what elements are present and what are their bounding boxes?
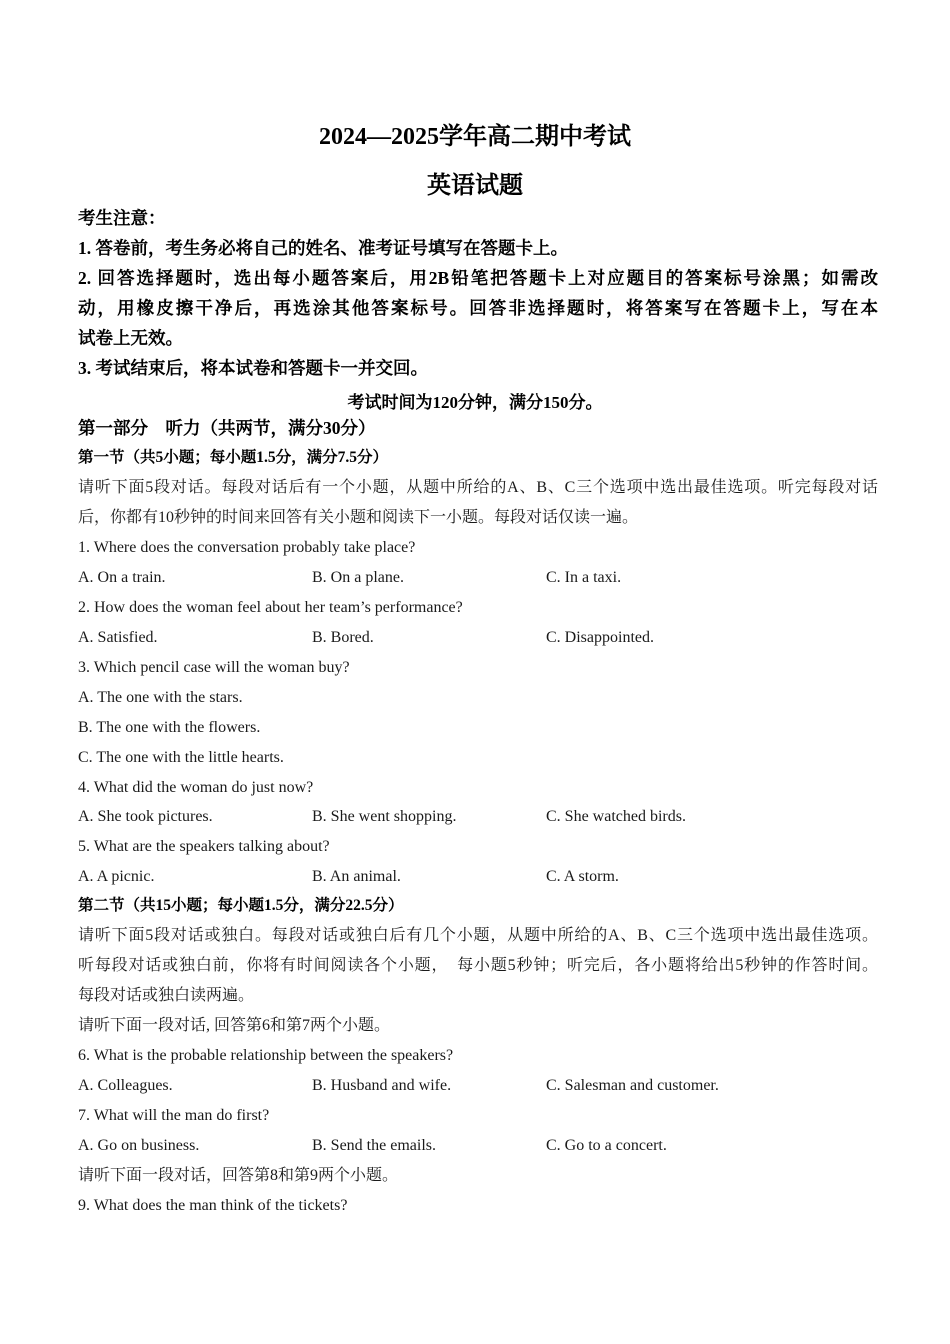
q3-option-a: A. The one with the stars. [78, 689, 243, 706]
notice-item-2: 2. 回答选择题时，选出每小题答案后，用2B铅笔把答题卡上对应题目的答案标号涂黑；如需改 [78, 268, 878, 288]
q5-option-b: B. An animal. [312, 868, 401, 885]
q3-option-c: C. The one with the little hearts. [78, 749, 284, 766]
q4-option-b: B. She went shopping. [312, 808, 457, 825]
question-3-stem: 3. Which pencil case will the woman buy? [78, 659, 350, 676]
section1-heading: 第一节（共5小题；每小题1.5分，满分7.5分） [78, 449, 389, 466]
question-5-stem: 5. What are the speakers talking about? [78, 838, 330, 855]
q5-option-a: A. A picnic. [78, 868, 155, 885]
exam-subtitle: 英语试题 [427, 173, 523, 199]
notice-item-2-end: 试卷上无效。 [78, 328, 183, 348]
section1-instructions-2: 后，你都有10秒钟的时间来回答有关小题和阅读下一小题。每段对话仅读一遍。 [78, 509, 639, 526]
q7-option-b: B. Send the emails. [312, 1137, 436, 1154]
question-4-stem: 4. What did the woman do just now? [78, 779, 314, 796]
section2-instructions-1: 请听下面5段对话或独白。每段对话或独白后有几个小题，从题中所给的A、B、C三个选项中选出最佳选项。 [78, 927, 878, 944]
q4-option-c: C. She watched birds. [546, 808, 686, 825]
dialog-1-instruction: 请听下面一段对话, 回答第6和第7两个小题。 [78, 1017, 391, 1034]
question-1-stem: 1. Where does the conversation probably take place? [78, 539, 416, 556]
section2-heading: 第二节（共15小题；每小题1.5分，满分22.5分） [78, 897, 404, 914]
notice-item-3: 3. 考试结束后，将本试卷和答题卡一并交回。 [78, 358, 428, 378]
dialog-2-instruction: 请听下面一段对话，回答第8和第9两个小题。 [78, 1167, 399, 1184]
q3-option-b: B. The one with the flowers. [78, 719, 261, 736]
notice-heading: 考生注意： [78, 208, 166, 228]
q1-option-a: A. On a train. [78, 569, 166, 586]
q6-option-c: C. Salesman and customer. [546, 1077, 719, 1094]
exam-title: 2024—2025学年高二期中考试 [319, 124, 631, 150]
q6-option-b: B. Husband and wife. [312, 1077, 452, 1094]
question-7-stem: 7. What will the man do first? [78, 1107, 270, 1124]
section2-instructions-3: 每段对话或独白读两遍。 [78, 987, 255, 1004]
section1-instructions-1: 请听下面5段对话。每段对话后有一个小题，从题中所给的A、B、C三个选项中选出最佳选项。听完每段对话 [78, 479, 878, 496]
part1-heading: 第一部分 听力（共两节，满分30分） [78, 418, 376, 438]
q2-option-a: A. Satisfied. [78, 629, 158, 646]
q7-option-a: A. Go on business. [78, 1137, 200, 1154]
question-9-stem: 9. What does the man think of the tickets? [78, 1197, 348, 1214]
q2-option-b: B. Bored. [312, 629, 374, 646]
q4-option-a: A. She took pictures. [78, 808, 213, 825]
q2-option-c: C. Disappointed. [546, 629, 654, 646]
notice-item-2-cont: 动，用橡皮擦干净后，再选涂其他答案标号。回答非选择题时，将答案写在答题卡上，写在本 [78, 298, 878, 318]
question-2-stem: 2. How does the woman feel about her team’s performance? [78, 599, 463, 616]
section2-instructions-2: 听每段对话或独白前，你将有时间阅读各个小题， 每小题5秒钟；听完后，各小题将给出5秒钟的作答时间。 [78, 957, 878, 974]
q1-option-b: B. On a plane. [312, 569, 404, 586]
q5-option-c: C. A storm. [546, 868, 619, 885]
q6-option-a: A. Colleagues. [78, 1077, 173, 1094]
exam-time: 考试时间为120分钟，满分150分。 [347, 393, 603, 412]
q1-option-c: C. In a taxi. [546, 569, 622, 586]
question-6-stem: 6. What is the probable relationship between the speakers? [78, 1047, 454, 1064]
notice-item-1: 1. 答卷前，考生务必将自己的姓名、准考证号填写在答题卡上。 [78, 238, 568, 258]
q7-option-c: C. Go to a concert. [546, 1137, 667, 1154]
